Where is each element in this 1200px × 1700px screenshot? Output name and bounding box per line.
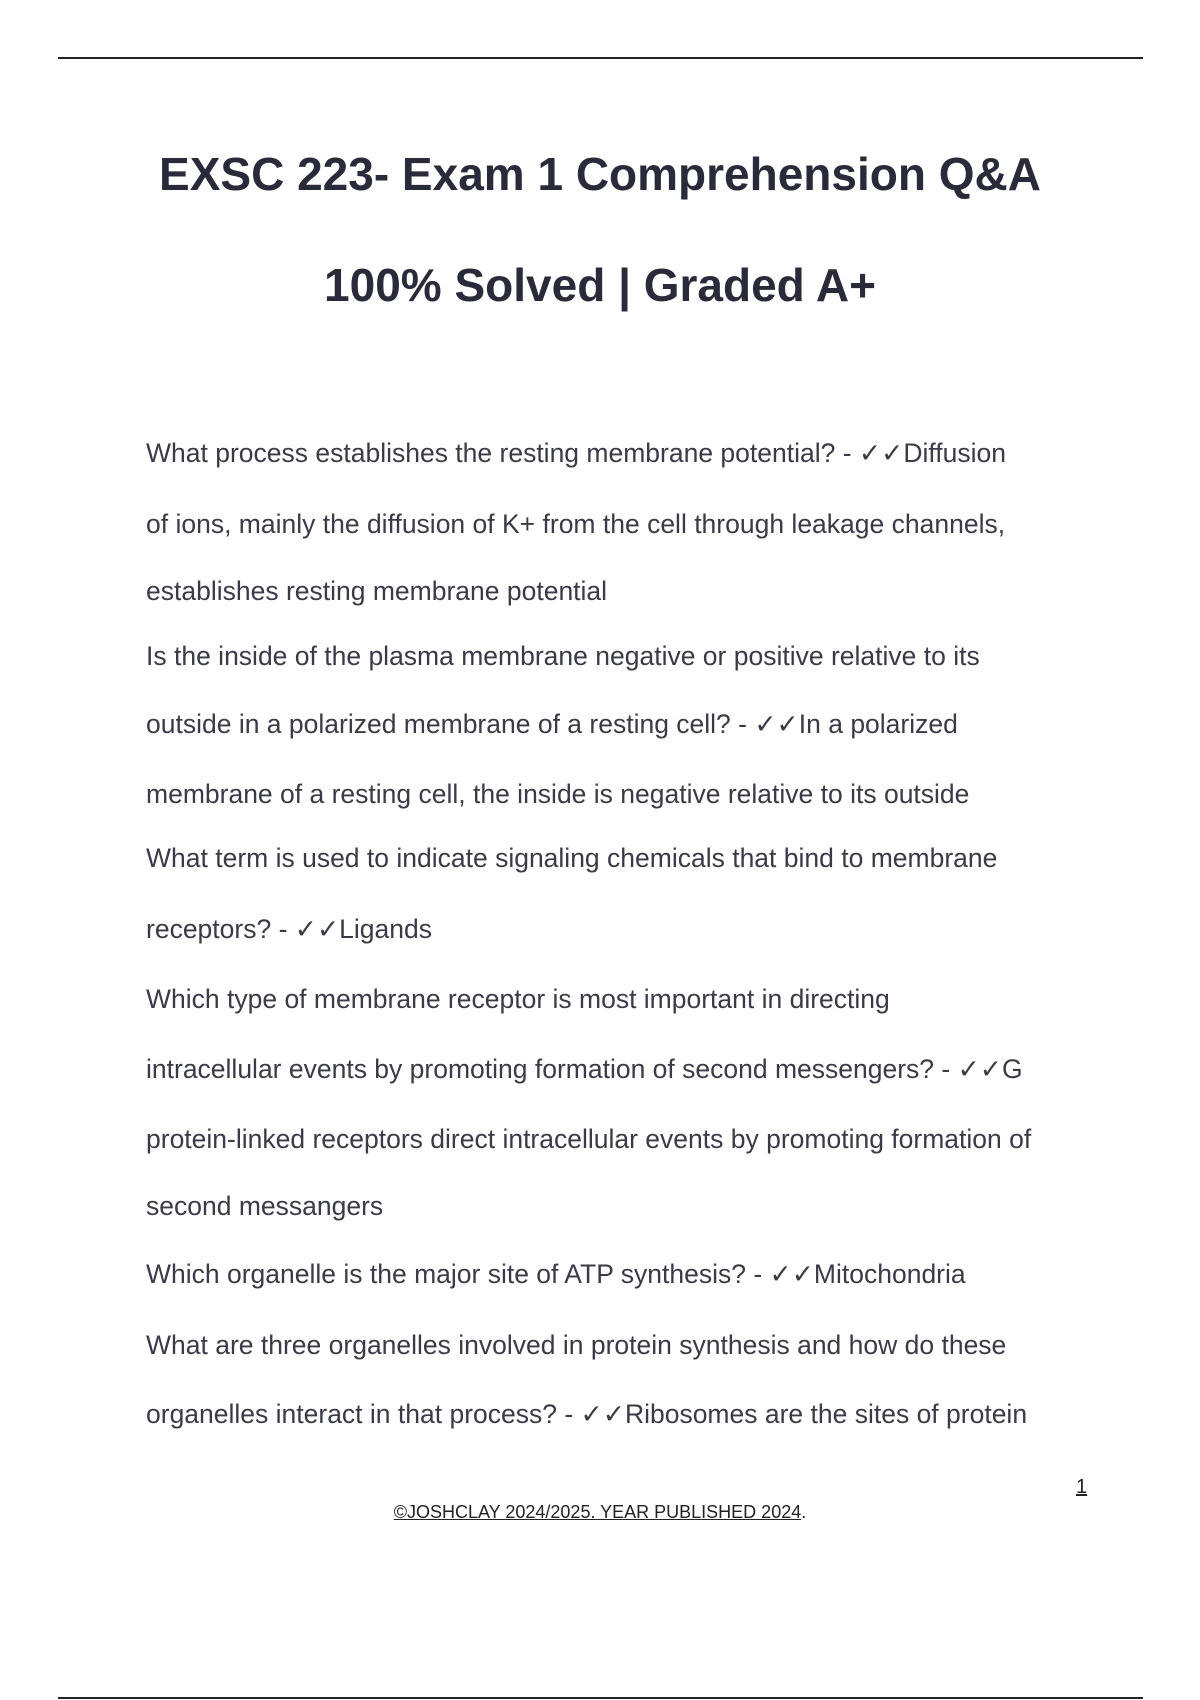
body-line: receptors? - ✓✓Ligands — [146, 914, 432, 944]
body-line: intracellular events by promoting formation of second messengers? - ✓✓G — [146, 1054, 1023, 1084]
body-line: of ions, mainly the diffusion of K+ from the cell through leakage channels, — [146, 509, 1006, 539]
body-line: What process establishes the resting membrane potential? - ✓✓Diffusion — [146, 438, 1006, 468]
body-line: Which organelle is the major site of ATP synthesis? - ✓✓Mitochondria — [146, 1259, 966, 1289]
body-line: establishes resting membrane potential — [146, 576, 608, 606]
body-line: membrane of a resting cell, the inside is negative relative to its outside — [146, 779, 970, 809]
top-rule — [58, 57, 1143, 59]
body-line: What term is used to indicate signaling chemicals that bind to membrane — [146, 843, 998, 873]
body-line: organelles interact in that process? - ✓✓Ribosomes are the sites of protein — [146, 1399, 1028, 1429]
document-title-line-2: 100% Solved | Graded A+ — [324, 259, 876, 311]
footer-copyright-text: ©JOSHCLAY 2024/2025. YEAR PUBLISHED 2024 — [393, 1502, 802, 1522]
body-line: outside in a polarized membrane of a resting cell? - ✓✓In a polarized — [146, 709, 958, 739]
footer-period: . — [801, 1502, 807, 1522]
body-line: Is the inside of the plasma membrane negative or positive relative to its — [146, 641, 980, 671]
body-line: Which type of membrane receptor is most important in directing — [146, 984, 890, 1014]
body-line: second messangers — [146, 1191, 384, 1221]
bottom-rule — [58, 1697, 1143, 1699]
document-title-line-1: EXSC 223- Exam 1 Comprehension Q&A — [159, 148, 1041, 200]
page-number: 1 — [1076, 1476, 1088, 1498]
body-line: What are three organelles involved in protein synthesis and how do these — [146, 1330, 1007, 1360]
footer-copyright — [0, 1502, 1200, 1523]
body-line: protein-linked receptors direct intracellular events by promoting formation of — [146, 1124, 1032, 1154]
